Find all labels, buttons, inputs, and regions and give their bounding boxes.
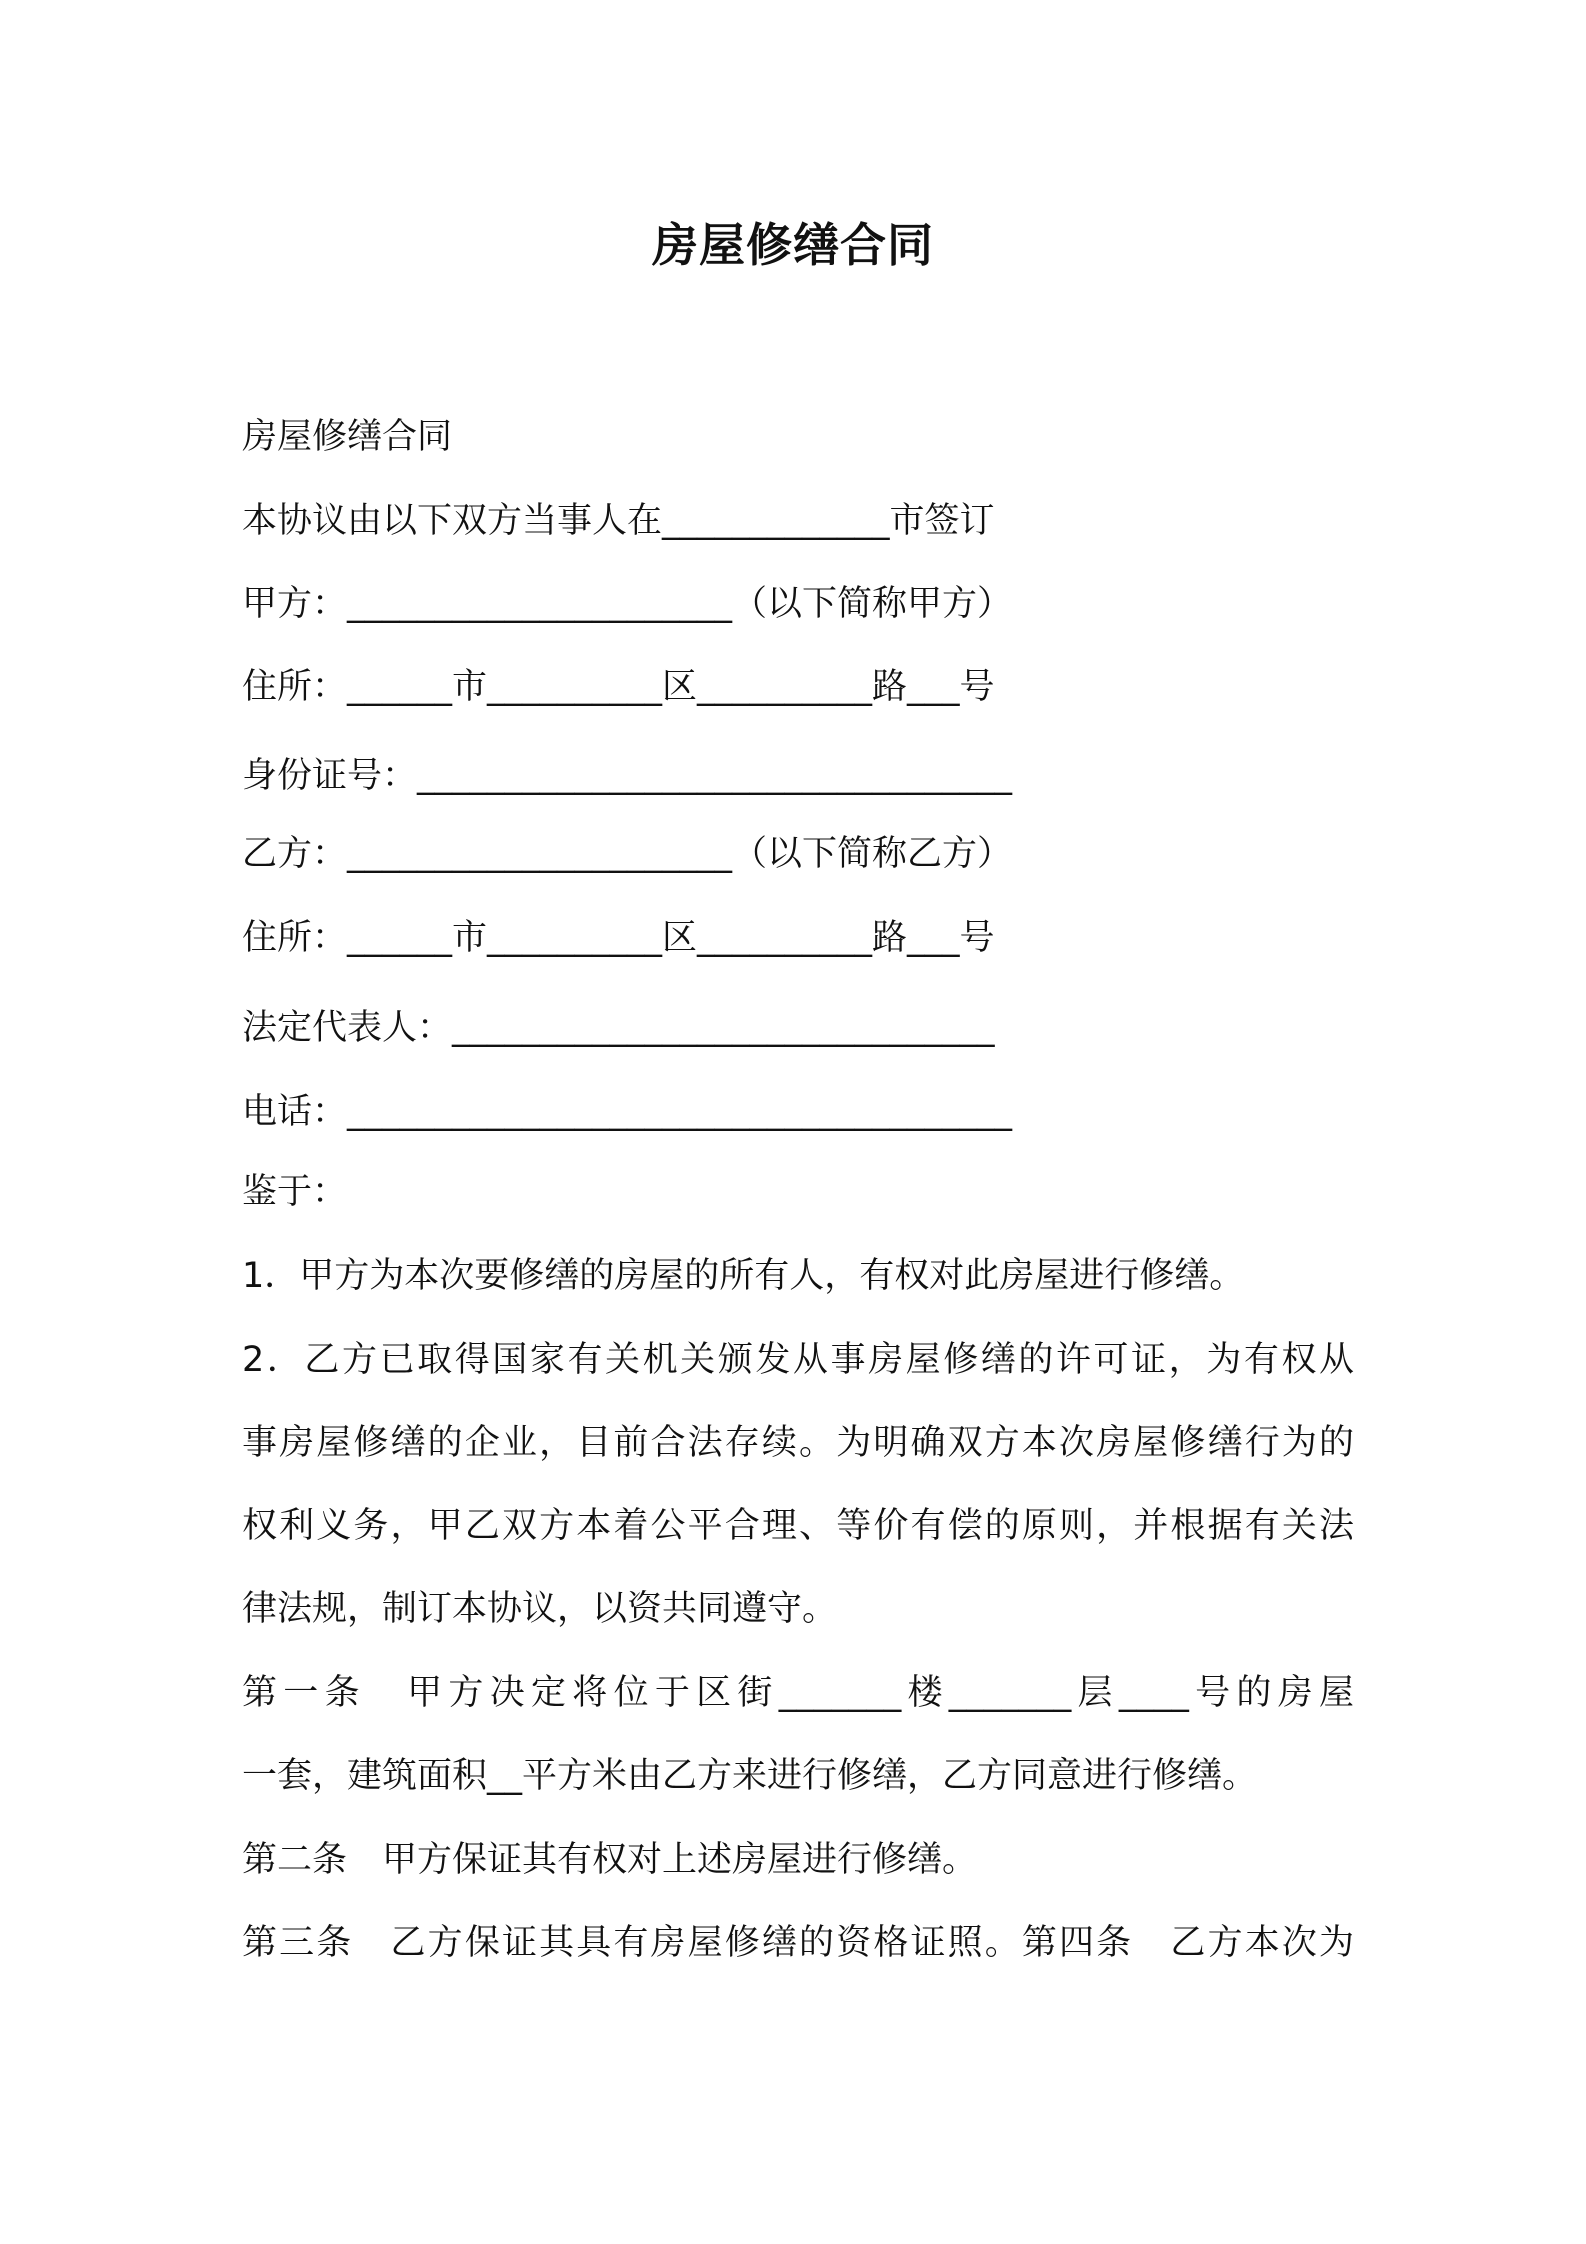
article-1-line-2: 一套，建筑面积__平方米由乙方来进行修缮，乙方同意进行修缮。 (242, 1756, 1258, 1796)
article-2-line: 第二条 甲方保证其有权对上述房屋进行修缮。 (242, 1840, 978, 1880)
whereas-heading: 鉴于： (242, 1172, 348, 1212)
recital-2-line-1: 2．乙方已取得国家有关机关颁发从事房屋修缮的许可证，为有权从 (242, 1340, 1354, 1380)
party-a-line: 甲方：______________________（以下简称甲方） (242, 584, 1013, 624)
agreement-location-line: 本协议由以下双方当事人在_____________市签订 (242, 501, 995, 541)
recital-1-line: 1．甲方为本次要修缮的房屋的所有人，有权对此房屋进行修缮。 (242, 1256, 1245, 1296)
party-a-address-line: 住所：______市__________区__________路___号 (242, 667, 995, 707)
recital-2-line-4: 律法规，制订本协议，以资共同遵守。 (242, 1589, 838, 1629)
subtitle-line: 房屋修缮合同 (242, 417, 453, 457)
phone-line: 电话：______________________________________ (242, 1092, 1013, 1132)
party-b-address-line: 住所：______市__________区__________路___号 (242, 918, 995, 958)
legal-representative-line: 法定代表人：_______________________________ (242, 1008, 995, 1048)
article-3-line: 第三条 乙方保证其具有房屋修缮的资格证照。第四条 乙方本次为 (242, 1923, 1354, 1963)
recital-2-line-3: 权利义务，甲乙双方本着公平合理、等价有偿的原则，并根据有关法 (242, 1506, 1354, 1546)
party-b-line: 乙方：______________________（以下简称乙方） (242, 834, 1013, 874)
document-title: 房屋修缮合同 (652, 218, 934, 272)
party-a-id-line: 身份证号：__________________________________ (242, 756, 1013, 796)
recital-2-line-2: 事房屋修缮的企业，目前合法存续。为明确双方本次房屋修缮行为的 (242, 1423, 1354, 1463)
article-1-line-1: 第一条 甲方决定将位于区街_______楼_______层____号的房屋 (242, 1673, 1354, 1713)
